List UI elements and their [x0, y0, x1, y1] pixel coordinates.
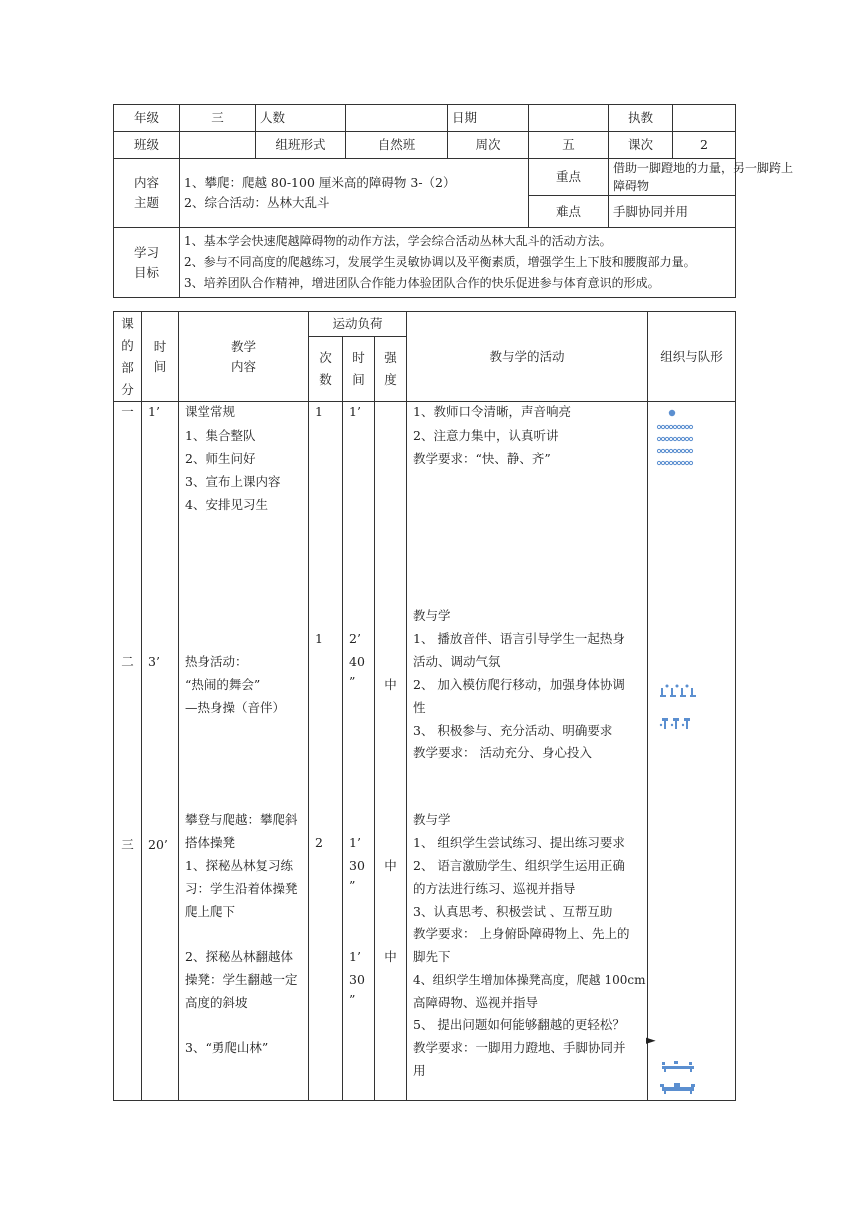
formation-label: 组班形式 — [256, 132, 346, 159]
count-value: 1 — [315, 631, 323, 646]
activity-header: 教与学的活动 — [407, 312, 648, 402]
content-line: 3、宣布上课内容 — [185, 474, 281, 489]
activity-line: 3、认真思考、积极尝试 、互帮互助 — [413, 904, 613, 919]
activity-line: 教与学 — [413, 608, 451, 623]
intensity-header-char: 度 — [384, 372, 397, 387]
part-header — [114, 312, 142, 402]
duration-header-char: 时 — [352, 350, 365, 365]
grade-label: 年级 — [114, 105, 180, 132]
learning-goal-value — [180, 228, 736, 298]
activity-line: 教学要求：一脚用力蹬地、手脚协同并 — [413, 1040, 626, 1055]
climbing-formation-icon — [660, 1058, 700, 1098]
content-header-line: 内容 — [230, 358, 256, 374]
part-header-char: 的 — [121, 337, 134, 353]
part-2: 二 — [121, 654, 134, 669]
duration-value: 1’ — [349, 835, 361, 850]
content-line: 习：学生沿着体操凳 — [185, 881, 298, 896]
time-header-char: 间 — [153, 358, 167, 374]
activity-line: 性 — [413, 700, 426, 715]
duration-column — [343, 402, 375, 1101]
goal-line-1: 1、基本学会快速爬越障碍物的动作方法，学会综合活动丛林大乱斗的活动方法。 — [184, 234, 612, 248]
activity-line: 活动、调动气氛 — [413, 654, 501, 669]
lesson-label: 课次 — [609, 132, 673, 159]
part-header-char: 分 — [121, 381, 134, 397]
people-label: 人数 — [256, 105, 346, 132]
duration-value: 30 — [349, 858, 365, 873]
intensity-column — [375, 402, 407, 1101]
goal-line-2: 2、参与不同高度的爬越练习，发展学生灵敏协调以及平衡素质，增强学生上下肢和腰腹部力量。 — [184, 255, 696, 269]
activity-line: 脚先下 — [413, 949, 451, 964]
part-header-char: 部 — [121, 359, 134, 375]
content-label-line-2: 主题 — [133, 195, 159, 210]
time-header — [142, 312, 179, 402]
count-header — [309, 337, 343, 402]
learning-goal-label — [114, 228, 180, 298]
content-line-2: 2、综合活动：丛林大乱斗 — [184, 195, 330, 210]
content-line: 课堂常规 — [185, 404, 236, 419]
duration-value: 1’ — [349, 949, 361, 964]
activity-line: 5、 提出问题如何能够翻越的更轻松？ — [413, 1017, 625, 1032]
date-label: 日期 — [448, 105, 529, 132]
date-value — [529, 105, 609, 132]
content-line: 操凳：学生翻越一定 — [185, 972, 298, 987]
duration-value: 2’ — [349, 631, 361, 646]
activity-line: 教学要求： 上身俯卧障碍物上、先上的 — [413, 926, 630, 941]
content-column — [179, 402, 309, 1101]
goal-label-line-2: 目标 — [133, 264, 159, 280]
content-label-line-1: 内容 — [133, 175, 159, 190]
activity-line: 2、 加入模仿爬行移动，加强身体协调 — [413, 677, 625, 692]
content-line: 3、“勇爬山林” — [185, 1040, 269, 1055]
key-line-1: 借助一脚蹬地的力量，另一脚跨上 — [613, 161, 794, 175]
duration-header-char: 间 — [352, 372, 365, 387]
formation-rows-icon — [656, 408, 706, 476]
duration-value: 1’ — [349, 404, 361, 419]
activity-line: 教学要求： 活动充分、身心投入 — [413, 745, 592, 760]
activity-line: 1、教师口令清晰，声音响亮 — [413, 404, 571, 419]
activity-line: 用 — [413, 1063, 426, 1078]
content-line: 1、探秘丛林复习练 — [185, 858, 293, 873]
intensity-value: 中 — [384, 677, 397, 692]
count-header-char: 次 — [319, 350, 332, 365]
content-line: —热身操（音伴） — [185, 700, 286, 715]
organization-header: 组织与队形 — [648, 312, 736, 402]
content-topic-label — [114, 159, 180, 228]
load-header: 运动负荷 — [309, 312, 407, 337]
content-line: 爬上爬下 — [185, 904, 236, 919]
activity-line: 2、 语言激励学生、组织学生运用正确 — [413, 858, 625, 873]
key-line-2: 障碍物 — [613, 179, 650, 193]
content-line: 攀登与爬越：攀爬斜 — [185, 812, 298, 827]
content-topic-value — [180, 159, 529, 228]
lesson-process-table — [113, 311, 736, 1101]
people-value — [346, 105, 448, 132]
goal-label-line-1: 学习 — [133, 244, 159, 260]
content-line: 4、安排见习生 — [185, 497, 268, 512]
count-column — [309, 402, 343, 1101]
formation-value: 自然班 — [346, 132, 448, 159]
activity-line: 2、注意力集中，认真听讲 — [413, 428, 559, 443]
activity-line: 4、组织学生增加体操凳高度，爬越 100cm — [413, 973, 646, 987]
count-header-char: 数 — [319, 372, 332, 387]
duration-value: 30 — [349, 972, 365, 987]
time-1: 1’ — [148, 404, 160, 419]
duration-value: 40 — [349, 654, 365, 669]
part-header-char: 课 — [121, 315, 134, 331]
content-line: 高度的斜坡 — [185, 995, 248, 1010]
time-column — [142, 402, 179, 1101]
goal-line-3: 3、培养团队合作精神，增进团队合作能力体验团队合作的快乐促进参与体育意识的形成。 — [184, 276, 660, 290]
teacher-label: 执教 — [609, 105, 673, 132]
play-marker-icon: ► — [646, 1032, 656, 1047]
part-column — [114, 402, 142, 1101]
content-line: 1、集合整队 — [185, 428, 256, 443]
content-line: 2、探秘丛林翻越体 — [185, 949, 293, 964]
count-value: 1 — [315, 404, 323, 419]
duration-header — [343, 337, 375, 402]
time-3: 20’ — [148, 837, 168, 852]
activity-line: 3、 积极参与、充分活动、明确要求 — [413, 723, 613, 738]
difficulty-label: 难点 — [529, 196, 609, 228]
intensity-value: 中 — [384, 949, 397, 964]
time-2: 3’ — [148, 654, 160, 669]
grade-value: 三 — [180, 105, 256, 132]
key-point-label: 重点 — [529, 159, 609, 196]
part-3: 三 — [121, 837, 134, 852]
organization-column — [648, 402, 736, 1101]
class-label: 班级 — [114, 132, 180, 159]
content-line-1: 1、攀爬：爬越 80-100 厘米高的障碍物 3-（2） — [184, 175, 456, 190]
duration-value: ” — [349, 878, 356, 893]
class-value — [180, 132, 256, 159]
week-value: 五 — [529, 132, 609, 159]
activity-column — [407, 402, 648, 1101]
time-header-char: 时 — [153, 338, 167, 354]
activity-line: 教学要求：“快、静、齐” — [413, 451, 551, 466]
teacher-value — [673, 105, 736, 132]
part-1: 一 — [121, 404, 134, 419]
intensity-header — [375, 337, 407, 402]
lesson-info-table — [113, 104, 794, 298]
duration-value: ” — [349, 992, 356, 1007]
content-line: 热身活动： — [185, 654, 248, 669]
content-header — [179, 312, 309, 402]
content-line: 2、师生问好 — [185, 451, 256, 466]
activity-line: 教与学 — [413, 812, 451, 827]
warmup-formation-icon — [660, 682, 700, 742]
intensity-header-char: 强 — [384, 350, 397, 365]
activity-line: 的方法进行练习、巡视并指导 — [413, 881, 576, 896]
intensity-value: 中 — [384, 858, 397, 873]
content-header-line: 教学 — [230, 338, 256, 354]
content-line: 搭体操凳 — [185, 835, 236, 850]
difficulty-value: 手脚协同并用 — [609, 196, 736, 228]
activity-line: 高障碍物、巡视并指导 — [413, 995, 539, 1010]
duration-value: ” — [349, 674, 356, 689]
key-point-value — [609, 159, 794, 196]
content-line: “热闹的舞会” — [185, 677, 261, 692]
week-label: 周次 — [448, 132, 529, 159]
count-value: 2 — [315, 835, 323, 850]
activity-line: 1、 播放音伴、语言引导学生一起热身 — [413, 631, 625, 646]
lesson-value: 2 — [673, 132, 736, 159]
activity-line: 1、 组织学生尝试练习、提出练习要求 — [413, 835, 625, 850]
